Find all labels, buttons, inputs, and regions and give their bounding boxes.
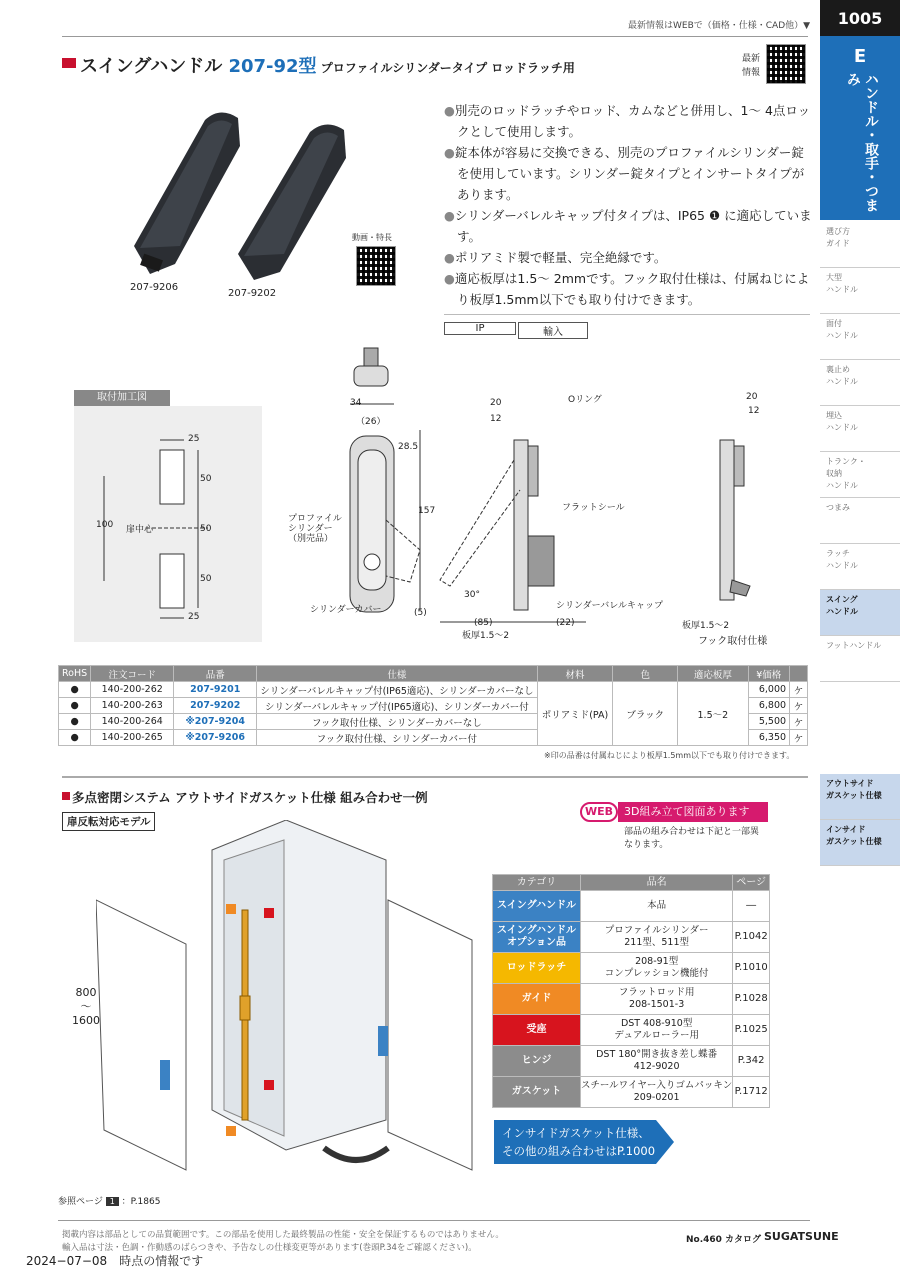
dim-26: （26） [356,417,386,427]
unit-cell: ケ [790,698,808,714]
col-header [790,666,808,682]
order-code-cell: 140-200-263 [91,698,174,714]
handle-207-9206-icon [134,112,240,274]
sidebar-item[interactable]: 裏止め ハンドル [820,360,900,406]
divider [444,314,810,315]
col-header: カテゴリ [493,875,581,891]
table-row [493,1046,770,1077]
dim-50: 50 [200,524,212,534]
section-title: 多点密閉システム アウトサイドガスケット仕様 組み合わせ一例 [72,790,428,805]
video-label: 動画・特長 [352,233,392,242]
col-header: ページ [733,875,770,891]
dim-85: (85) [474,618,493,628]
order-code-cell: 140-200-265 [91,730,174,746]
spec-table [58,665,808,746]
material-cell: ポリアミド(PA) [537,682,613,746]
col-header: RoHS [59,666,91,682]
spec-cell: フック取付仕様、シリンダーカバー付 [257,730,537,746]
category-cell: ロッドラッチ [493,953,581,984]
unit-cell: ケ [790,730,808,746]
category-name: ハンドル・取手・つまみ [845,72,879,212]
o-ring-label: Oリング [568,395,602,405]
unit-cell: ケ [790,714,808,730]
sidebar-item[interactable]: つまみ [820,498,900,544]
sidebar-item[interactable]: ラッチ ハンドル [820,544,900,590]
barrel-cap-label: シリンダーバレルキャップ [556,601,663,611]
product-name-cell: 208-91型 コンプレッション機能付 [581,953,733,984]
cabinet-body-icon [212,820,386,1150]
video-qr-icon[interactable] [356,246,396,286]
hook-side-view-icon [720,440,750,600]
height-range-label: 800 ～ 1600 [72,986,100,1027]
tag-ip[interactable]: IP [444,322,516,335]
part-number-link[interactable]: ※207-9206 [174,730,257,746]
col-header: 適応板厚 [678,666,748,682]
thickness-label: 板厚1.5～2 [462,631,510,641]
feature-item: ●ポリアミド製で軽量、完全絶縁です。 [444,250,667,265]
cylinder-cover-label: シリンダーカバー [310,605,382,615]
part-number-link[interactable]: 207-9201 [174,682,257,698]
price-cell: 5,500 [748,714,790,730]
thickness-label: 板厚1.5～2 [682,621,730,631]
sidebar-item[interactable]: 大型 ハンドル [820,268,900,314]
dim-50: 50 [200,574,212,584]
profile-cylinder-label: プロファイル シリンダー （別売品） [288,514,342,544]
dim-100: 100 [96,520,114,530]
order-code-cell: 140-200-262 [91,682,174,698]
dim-34: 34 [350,398,362,408]
page-ref-link[interactable]: P.1042 [733,922,770,953]
sidebar-item[interactable]: 選び方 ガイド [820,222,900,268]
rohs-cell: ● [59,714,91,730]
category-cell: スイングハンドル [493,891,581,922]
col-header: 品番 [174,666,257,682]
dim-157: 157 [418,506,436,516]
web-info-note: 最新情報はWEBで（価格・仕様・CAD他）▼ [628,21,811,31]
hook-spec-label: フック取付仕様 [698,636,768,647]
rod-latch-icon [240,910,250,1120]
disclaimer: 輸入品は寸法・色調・作動感のばらつきや、予告なしの仕様変更等があります(巻頭P.34をご確認ください)。 [62,1243,477,1253]
table-row [493,984,770,1015]
product-name-cell: プロファイルシリンダー 211型、511型 [581,922,733,953]
disclaimer: 掲載内容は部品としての品質範囲です。この部品を使用した最終製品の性能・安全を保証するものではありません。 [62,1230,504,1240]
parts-note: 部品の組み合わせは下記と一部異なります。 [624,827,760,850]
dim-20: 20 [746,392,758,402]
right-door-icon [388,900,472,1170]
sidebar-item[interactable]: 面付 ハンドル [820,314,900,360]
product-name-cell: DST 180°開き抜き差し蝶番 412-9020 [581,1046,733,1077]
title-sub: プロファイルシリンダータイプ ロッドラッチ用 [316,61,575,75]
reverse-arrow-icon [324,1148,388,1160]
feature-item: ●シリンダーバレルキャップ付タイプは、IP65 ❶ に適応しています。 [444,208,812,244]
color-cell: ブラック [613,682,678,746]
sidebar-item[interactable]: トランク・ 収納 ハンドル [820,452,900,498]
sidebar-item[interactable]: 埋込 ハンドル [820,406,900,452]
dim-5: (5) [414,608,427,618]
col-header: 材料 [537,666,613,682]
feature-list [444,100,814,310]
table-header-row [59,666,808,682]
catalog-number: No.460 カタログ [686,1235,762,1245]
qr-label-1: 最新 [742,54,761,64]
3d-drawing-link[interactable]: 3D組み立て図面あります [618,802,768,822]
feature-item: ●別売のロッドラッチやロッド、カムなどと併用し、1～ 4点ロックとして使用します。 [444,103,811,139]
title-main: スイングハンドル [80,56,229,77]
latest-info-qr-icon[interactable] [766,44,806,84]
page-ref-link[interactable]: P.342 [733,1046,770,1077]
left-door-icon [96,900,186,1170]
handle-207-9202-icon [238,124,346,280]
category-cell: ガイド [493,984,581,1015]
spec-cell: シリンダーバレルキャップ付(IP65適応)、シリンダーカバー付 [257,698,537,714]
tag-import[interactable]: 輸入 [518,322,588,339]
table-row [59,682,808,698]
page-ref-link[interactable]: P.1025 [733,1015,770,1046]
qr-label-2: 情報 [742,68,761,78]
product-photos [120,96,370,286]
col-header: 色 [613,666,678,682]
handle-top-view-icon [354,348,388,386]
table-note: ※印の品番は付属ねじにより板厚1.5mm以下でも取り付けできます。 [544,751,795,760]
product-name-cell: 本品 [581,891,733,922]
page-ref-link[interactable]: ― [733,891,770,922]
col-header: 仕様 [257,666,537,682]
page-ref-link[interactable]: P.1010 [733,953,770,984]
flat-seal-label: フラットシール [562,503,625,513]
rohs-cell: ● [59,682,91,698]
product-name-cell: フラットロッド用 208-1501-3 [581,984,733,1015]
dim-12: 12 [748,406,760,416]
sidebar-item[interactable]: スイング ハンドル [820,590,900,636]
ref-badge-icon: 1 [106,1197,119,1206]
category-cell: 受座 [493,1015,581,1046]
header-rule [62,36,808,37]
page-title [80,52,575,78]
inside-link-line: その他の組み合わせはP.1000 [502,1144,656,1158]
dim-22: (22) [556,618,575,628]
table-row [493,953,770,984]
part-number-link[interactable]: 207-9202 [174,698,257,714]
category-cell: ガスケット [493,1077,581,1108]
col-header: 品名 [581,875,733,891]
title-model: 207-92型 [228,56,317,77]
section-divider [62,776,808,778]
dim-20: 20 [490,398,502,408]
inside-link-line: インサイドガスケット仕様、 [502,1126,650,1140]
page-ref-link[interactable]: P.1712 [733,1077,770,1108]
unit-cell: ケ [790,682,808,698]
feature-item: ●錠本体が容易に交換できる、別売のプロファイルシリンダー錠を使用しています。シリンダー錠タイプとインサートタイプがあります。 [444,145,805,202]
caption-207-9202: 207-9202 [228,288,277,299]
door-center-label: 扉中心 [126,525,154,535]
dim-50: 50 [200,474,212,484]
inside-gasket-link[interactable] [494,1120,674,1164]
dim-25: 25 [188,434,200,444]
angle-30: 30° [464,590,480,600]
page-number: 1005 [820,0,900,36]
handle-side-view-icon [514,440,554,610]
table-row [493,1077,770,1108]
cabinet-illustration [96,820,496,1180]
rohs-cell: ● [59,730,91,746]
dim-28-5: 28.5 [398,442,419,452]
col-header: 注文コード [91,666,174,682]
sidebar-item[interactable]: アウトサイド ガスケット仕様 [820,774,900,820]
category-tab[interactable] [820,36,900,220]
price-cell: 6,350 [748,730,790,746]
category-table [492,874,770,1108]
table-row [493,891,770,922]
product-name-cell: スチールワイヤー入りゴムパッキン 209-0201 [581,1077,733,1108]
qr-latest-label [742,52,760,80]
product-name-cell: DST 408-910型 デュアルローラー用 [581,1015,733,1046]
thickness-cell: 1.5～2 [678,682,748,746]
rohs-cell: ● [59,698,91,714]
dim-25: 25 [188,612,200,622]
dim-12: 12 [490,414,502,424]
col-header: ¥価格 [748,666,790,682]
handle-front-view-icon [350,436,394,612]
footer-rule [58,1220,810,1221]
date-note: 2024−07−08 時点の情報です [26,1254,204,1268]
reversible-badge: 扉反転対応モデル [62,812,155,831]
category-letter: E [853,46,867,67]
table-row [493,922,770,953]
sidebar-item[interactable]: インサイド ガスケット仕様 [820,820,900,866]
category-cell: スイングハンドル オプション品 [493,922,581,953]
web-badge[interactable]: WEB [580,802,618,822]
caption-207-9206: 207-9206 [130,282,179,293]
price-cell: 6,000 [748,682,790,698]
spec-cell: フック取付仕様、シリンダーカバーなし [257,714,537,730]
mounting-title: 取付加工図 [74,390,170,406]
price-cell: 6,800 [748,698,790,714]
section-marker-icon [62,792,70,800]
order-code-cell: 140-200-264 [91,714,174,730]
part-number-link[interactable]: ※207-9204 [174,714,257,730]
page-ref-link[interactable]: P.1028 [733,984,770,1015]
category-cell: ヒンジ [493,1046,581,1077]
feature-item: ●適応板厚は1.5～ 2mmです。フック取付仕様は、付属ねじにより板厚1.5mm以下でも取り付けできます。 [444,271,810,307]
brand-logo-icon [62,58,76,68]
brand-logo: SUGATSUNE [764,1230,839,1243]
spec-cell: シリンダーバレルキャップ付(IP65適応)、シリンダーカバーなし [257,682,537,698]
sidebar-item[interactable]: フットハンドル [820,636,900,682]
table-row [493,1015,770,1046]
reference-page: 参照ページ 1 ：P.1865 [58,1197,161,1207]
